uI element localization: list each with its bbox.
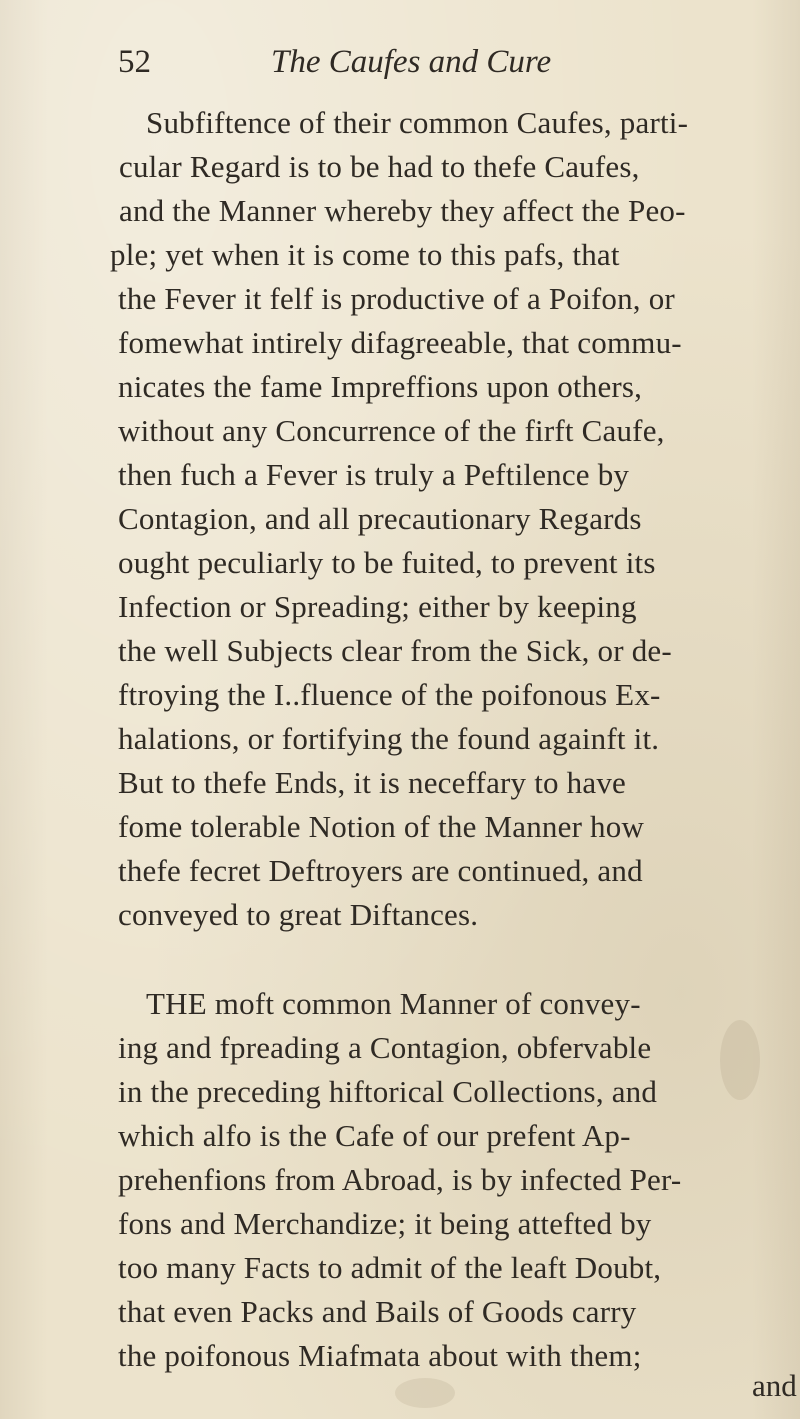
text-line: THE moft common Manner of convey- [146,986,641,1021]
paper-stain [395,1378,455,1408]
text-line: prehenfions from Abroad, is by infected Per- [118,1162,682,1197]
text-line: the poifonous Miafmata about with them; [118,1338,642,1373]
catchword: and [752,1368,797,1403]
text-line: fomewhat intirely difagreeable, that commu- [118,325,682,360]
text-line: too many Facts to admit of the leaft Doubt, [118,1250,662,1285]
text-line: Subfiftence of their common Caufes, parti- [146,105,689,140]
text-line: nicates the fame Impreffions upon others, [118,369,643,404]
text-line: But to thefe Ends, it is neceffary to have [118,765,626,800]
paper-stain [720,1020,760,1100]
text-line: ing and fpreading a Contagion, obfervable [118,1030,652,1065]
text-line: then fuch a Fever is truly a Peftilence by [118,457,630,492]
page-header [118,42,718,82]
text-line: that even Packs and Bails of Goods carry [118,1294,637,1329]
text-line: cular Regard is to be had to thefe Caufes, [119,149,640,184]
text-line: ple; yet when it is come to this pafs, that [110,237,620,272]
text-line: without any Concurrence of the firft Caufe, [118,413,665,448]
text-line: ought peculiarly to be fuited, to prevent its [118,545,656,580]
text-line: Contagion, and all precautionary Regards [118,501,642,536]
text-line: in the preceding hiftorical Collections, and [118,1074,658,1109]
text-line: which alfo is the Cafe of our prefent Ap- [118,1118,631,1153]
text-line: conveyed to great Diftances. [118,897,479,932]
running-head: The Caufes and Cure [271,44,552,80]
text-line: thefe fecret Deftroyers are continued, and [118,853,643,888]
text-line: halations, or fortifying the found againft it. [118,721,660,756]
text-line: Infection or Spreading; either by keeping [118,589,637,624]
text-line: the Fever it felf is productive of a Poifon, or [118,281,675,316]
text-line: fons and Merchandize; it being attefted by [118,1206,652,1241]
text-line: and the Manner whereby they affect the Peo- [119,193,686,228]
text-line: the well Subjects clear from the Sick, or de- [118,633,672,668]
text-line: ftroying the I..fluence of the poifonous Ex- [118,677,661,712]
text-line: fome tolerable Notion of the Manner how [118,809,645,844]
page-number: 52 [118,44,151,80]
